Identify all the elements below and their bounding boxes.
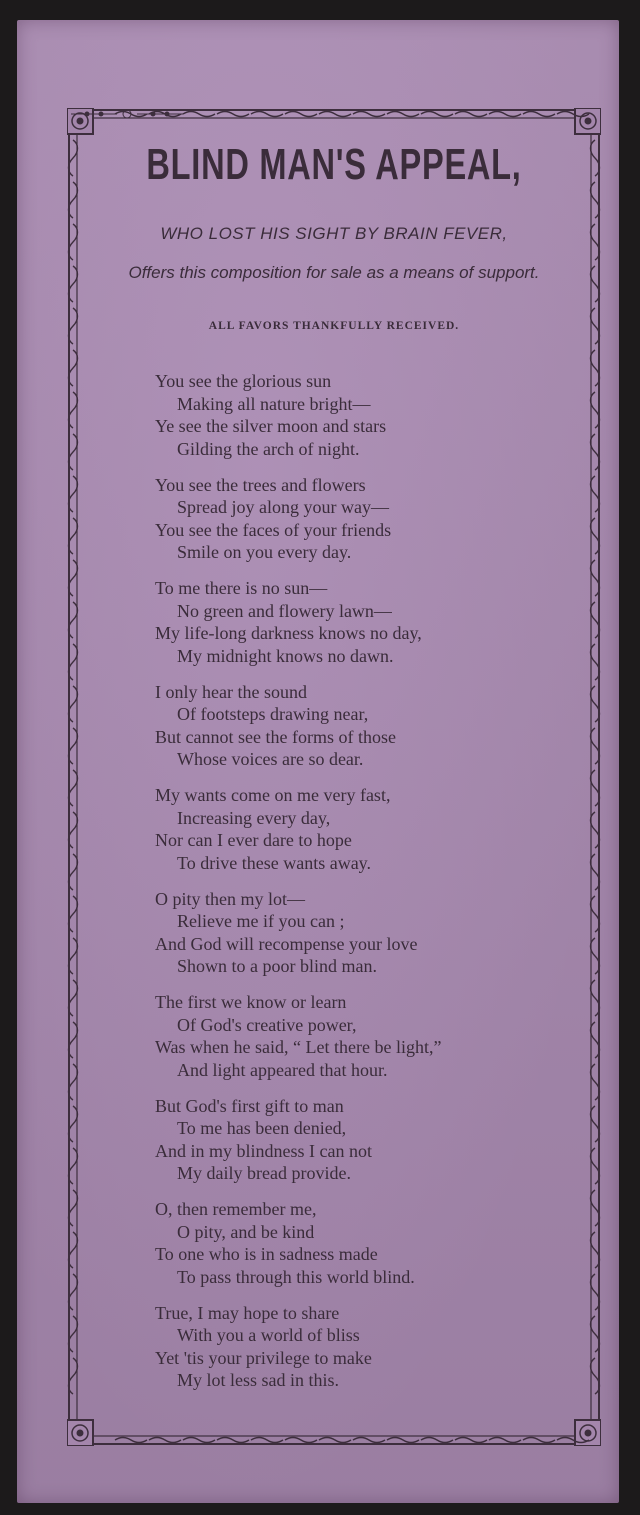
stanza bbox=[155, 1198, 575, 1288]
verse-line: Whose voices are so dear. bbox=[177, 749, 364, 769]
verse-line: Smile on you every day. bbox=[177, 542, 352, 562]
verse-line: My midnight knows no dawn. bbox=[177, 645, 394, 666]
verse-line: I only hear the sound bbox=[155, 681, 307, 702]
verse-line: You see the trees and flowers bbox=[155, 474, 366, 495]
stanza bbox=[155, 888, 575, 978]
verse-line: My lot less sad in this. bbox=[177, 1370, 340, 1390]
stanza bbox=[155, 991, 575, 1081]
verse-line: And light appeared that hour. bbox=[177, 1059, 388, 1080]
verse-line: The first we know or learn bbox=[155, 992, 347, 1012]
verse-line: True, I may hope to share bbox=[155, 1302, 340, 1323]
verse-line: O pity, and be kind bbox=[177, 1221, 315, 1242]
stanza bbox=[155, 784, 575, 874]
stanza bbox=[155, 370, 575, 460]
verse-line: You see the glorious sun bbox=[155, 371, 332, 391]
verse-line: Spread joy along your way— bbox=[177, 497, 389, 517]
verse-line: Making all nature bright— bbox=[177, 393, 371, 414]
verse-line: To me has been denied, bbox=[177, 1118, 347, 1138]
verse-line: Increasing every day, bbox=[177, 807, 331, 828]
stanza bbox=[155, 681, 575, 771]
verse-line: O pity then my lot— bbox=[155, 888, 305, 909]
verse-line: Of footsteps drawing near, bbox=[177, 704, 369, 724]
verse-line: Yet 'tis your privilege to make bbox=[155, 1347, 372, 1368]
verse-line: Ye see the silver moon and stars bbox=[155, 416, 387, 436]
favors-text: ALL FAVORS THANKFULLY RECEIVED. bbox=[208, 320, 460, 332]
verse-line: With you a world of bliss bbox=[177, 1325, 360, 1345]
verse-line: And God will recompense your love bbox=[155, 933, 418, 954]
verse-line: To pass through this world blind. bbox=[177, 1266, 415, 1287]
verse-line: You see the faces of your friends bbox=[155, 519, 392, 540]
verse-line: Relieve me if you can ; bbox=[177, 911, 345, 931]
page-title: BLIND MAN'S APPEAL, bbox=[146, 140, 522, 189]
verse-line: To me there is no sun— bbox=[155, 578, 328, 598]
verse-line: But God's first gift to man bbox=[155, 1095, 344, 1116]
verse-line: My daily bread provide. bbox=[177, 1163, 351, 1183]
broadside-sheet bbox=[17, 20, 619, 1503]
stanza bbox=[155, 1302, 575, 1392]
verse-line: But cannot see the forms of those bbox=[155, 726, 396, 747]
ornamental-border bbox=[67, 108, 601, 1446]
verse-line: Of God's creative power, bbox=[177, 1014, 357, 1035]
verse-line: Shown to a poor blind man. bbox=[177, 956, 377, 976]
poem-body bbox=[155, 370, 575, 1405]
verse-line: My life-long darkness knows no day, bbox=[155, 623, 422, 643]
verse-line: Was when he said, “ Let there be light,” bbox=[155, 1037, 442, 1057]
stanza bbox=[155, 474, 575, 564]
verse-line: Gilding the arch of night. bbox=[177, 438, 360, 459]
subtitle: WHO LOST HIS SIGHT BY BRAIN FEVER, bbox=[160, 224, 508, 243]
verse-line: Nor can I ever dare to hope bbox=[155, 830, 352, 850]
verse-line: My wants come on me very fast, bbox=[155, 785, 391, 805]
stanza bbox=[155, 577, 575, 667]
offer-text: Offers this composition for sale as a means of support. bbox=[128, 263, 540, 282]
divider-ornament-icon bbox=[67, 108, 187, 120]
stanza bbox=[155, 1095, 575, 1185]
verse-line: No green and flowery lawn— bbox=[177, 600, 392, 621]
verse-line: To drive these wants away. bbox=[177, 852, 372, 873]
verse-line: And in my blindness I can not bbox=[155, 1140, 372, 1161]
verse-line: O, then remember me, bbox=[155, 1199, 317, 1219]
verse-line: To one who is in sadness made bbox=[155, 1244, 378, 1264]
